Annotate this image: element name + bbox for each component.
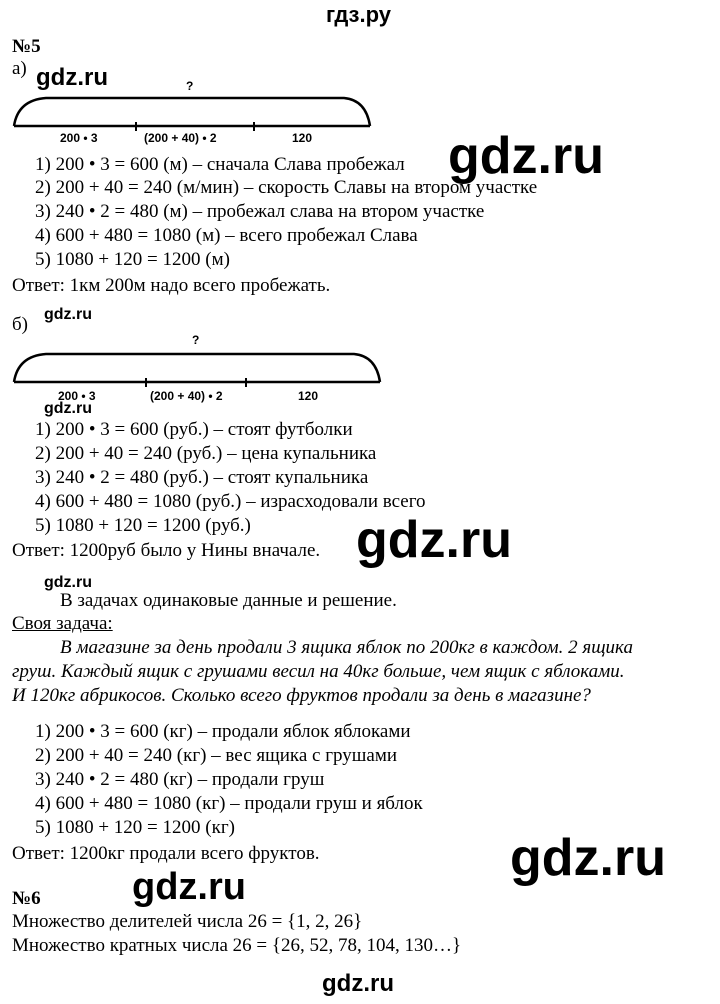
diagram-b-seg3: 120 — [298, 389, 319, 403]
part-a-answer: Ответ: 1км 200м надо всего пробежать. — [12, 275, 331, 296]
watermark-6: gdz.ru — [44, 574, 92, 591]
own-step-1: 1) 200 • 3 = 600 (кг) – продали яблок яблоками — [35, 721, 411, 742]
brace-b — [14, 354, 380, 382]
own-step-2: 2) 200 + 40 = 240 (кг) – вес ящика с грушами — [35, 745, 398, 766]
watermark-2: gdz.ru — [448, 127, 604, 185]
part-b-step-5: 5) 1080 + 120 = 1200 (руб.) — [35, 515, 251, 536]
part-a-step-5: 5) 1080 + 120 = 1200 (м) — [35, 249, 230, 270]
part-b-label: б) — [12, 314, 28, 335]
own-step-4: 4) 600 + 480 = 1080 (кг) – продали груш и яблок — [35, 793, 423, 814]
watermark-1: gdz.ru — [36, 64, 108, 91]
brace-a — [14, 98, 370, 126]
part-b-step-2: 2) 200 + 40 = 240 (руб.) – цена купальника — [35, 443, 377, 464]
part-a-step-3: 3) 240 • 2 = 480 (м) – пробежал слава на втором участке — [35, 201, 485, 222]
diagram-a-seg1: 200 • 3 — [60, 131, 98, 145]
diagram-a-question: ? — [186, 79, 194, 93]
site-header: гдз.ру — [326, 2, 391, 27]
own-task-line-1: В магазине за день продали 3 ящика яблок по 200кг в каждом. 2 ящика — [60, 637, 633, 658]
watermark-8: gdz.ru — [132, 866, 246, 908]
part-b-step-3: 3) 240 • 2 = 480 (руб.) – стоят купальника — [35, 467, 369, 488]
part-a-label: а) — [12, 58, 27, 79]
segment-diagram-b — [10, 330, 382, 406]
diagram-a-seg2: (200 + 40) • 2 — [144, 131, 217, 145]
diagram-b-seg2: (200 + 40) • 2 — [150, 389, 223, 403]
part-a-step-4: 4) 600 + 480 = 1080 (м) – всего пробежал Слава — [35, 225, 418, 246]
part-b-answer: Ответ: 1200руб было у Нины вначале. — [12, 540, 321, 561]
own-task-line-2: груш. Каждый ящик с грушами весил на 40кг больше, чем ящик с яблоками. — [12, 661, 625, 682]
note-text: В задачах одинаковые данные и решение. — [60, 590, 397, 611]
watermark-9: gdz.ru — [322, 970, 394, 997]
part-b-step-4: 4) 600 + 480 = 1080 (руб.) – израсходовали всего — [35, 491, 426, 512]
own-task-line-3: И 120кг абрикосов. Сколько всего фруктов продали за день в магазине? — [12, 685, 591, 706]
watermark-4: gdz.ru — [44, 400, 92, 417]
task-6-line-2: Множество кратных числа 26 = {26, 52, 78, 104, 130…} — [12, 935, 462, 956]
diagram-b-question: ? — [192, 333, 200, 347]
task-6-line-1: Множество делителей числа 26 = {1, 2, 26} — [12, 911, 363, 932]
diagram-b-seg1: 200 • 3 — [58, 389, 96, 403]
own-task-heading: Своя задача: — [12, 613, 113, 634]
part-a-step-1: 1) 200 • 3 = 600 (м) – сначала Слава пробежал — [35, 154, 405, 175]
own-task-answer: Ответ: 1200кг продали всего фруктов. — [12, 843, 320, 864]
part-a-step-2: 2) 200 + 40 = 240 (м/мин) – скорость Славы на втором участке — [35, 177, 538, 198]
part-b-step-1: 1) 200 • 3 = 600 (руб.) – стоят футболки — [35, 419, 353, 440]
watermark-7: gdz.ru — [510, 829, 666, 887]
task-6-number: №6 — [12, 888, 41, 909]
own-step-3: 3) 240 • 2 = 480 (кг) – продали груш — [35, 769, 325, 790]
watermark-3: gdz.ru — [44, 306, 92, 323]
watermark-5: gdz.ru — [356, 511, 512, 569]
diagram-a-seg3: 120 — [292, 131, 313, 145]
task-5-number: №5 — [12, 36, 41, 57]
own-step-5: 5) 1080 + 120 = 1200 (кг) — [35, 817, 235, 838]
